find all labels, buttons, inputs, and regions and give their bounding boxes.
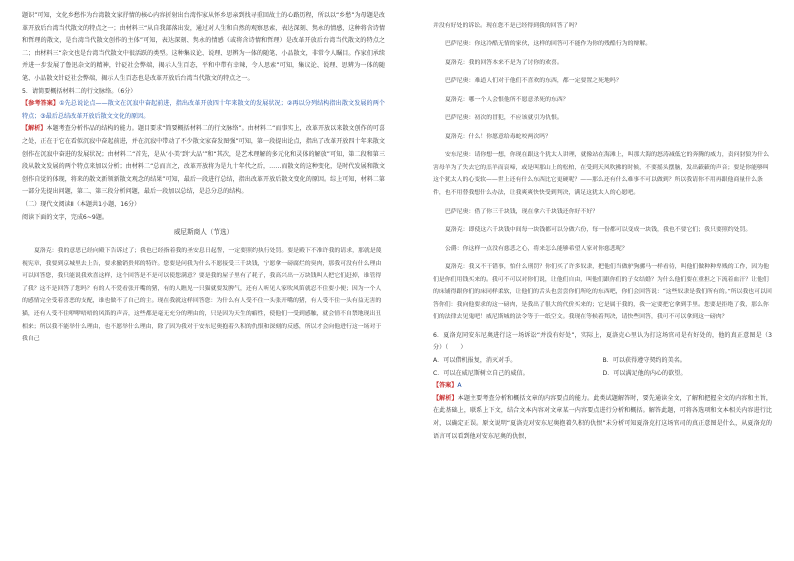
dialogue-line: 并没有好处的诉讼。现在您不是已经得到我的回答了吗？ xyxy=(433,22,581,29)
reference-answer-label: 【参考答案】 xyxy=(22,100,60,108)
left-paragraph-1: 题识”可知，文化乡愁作为台湾散文家抒情的核心内容折射出台湾作家从怀乡思亲到找寻重回故土的心路历程，所以以“乡愁”为母题是改革开放后台湾当代散文的特点之一；由材料三“从自我部落出发，通过对人生和自然的观察思索，表达深刻、隽永的情感，这种将含诗情和哲理的散文，是台湾当代散文创作的主体”可知，表达深刻、隽永的情感（或将含诗情和哲理）是改革开放后台湾当代散文的特点之二；由材料三“杂文也是台湾当代散文中很活跃的类型。这种集议论、说理、思辨为一体的随笔、小品散文，非常令人瞩目。作家们承续并进一步发展了鲁迅杂文的精神，针砭社会弊端，揭示人生百态，平和中带有幸辣，令人思索”可知，集议论、说理、思辨为一体的随笔、小品散文针砭社会弊端，揭示人生百态也是改革开放后台湾当代散文的特点之一。 xyxy=(22,12,385,82)
option-c: C．可以在威尼斯树立自己的威信。 xyxy=(433,369,529,377)
dialogue-line: 夏洛克：哪一个人会恨他所不愿意杀死的东西？ xyxy=(445,96,569,103)
dialogue-line: 巴萨尼奥：你这冷酷无情的家伙，这样的回答可不能作为你的残酷行为的辩解。 xyxy=(445,41,652,48)
dialogue-line: 公爵：你这样一点没有慈悲之心，将来怎么能够希望人家对你慈悲呢？ xyxy=(445,245,628,252)
dialogue-line: 巴萨尼奥：借了你三千块钱，现在拿六千块钱还你好不好？ xyxy=(445,208,599,215)
dialogue-line: 夏洛克：即使这六千块钱中间每一块钱都可以分做六份，每一份都可以变成一块钱，我也不要它们；我只要照约处罚。 xyxy=(445,227,752,234)
question-5: 5．请简要概括材料二的行文脉络。（6分） xyxy=(22,87,137,95)
analysis-text-2: 本题主要考查分析和概括文章的内容要点的能力。此类试题解答时，要先通读全文，了解和把握全文的内容和主旨，在此基础上，联系上下文，结合文本内容对文章某一内容要点进行分析和概括。解答此题，可将各选项和文本相关内容进行比对，以确定正误。原文说明“夏洛克对安东尼奥抱着久积的仇恨”未分析可知夏洛克打这场官司的真正意图是什么，从夏洛克的语言可以看到他对安东尼奥的仇恨， xyxy=(433,394,773,440)
option-b: B．可以获得遵守契约的美名。 xyxy=(602,357,686,365)
story-paragraph-1: 夏洛克：我的意思已经向殿下告诉过了；我也已经指着我的圣安息日起誓，一定要照约执行处罚。要是殿下不准许我的请求，那就是蔑视宪章，我要到京城里去上告，要求撤销贵邦的特许。您要是问我为什么不愿接受三千块钱，宁愿拿一磅腐烂的臭肉，那我可没有什么理由可以回答您，我只能说我欢喜这样，这个回答是不是可以使您满意？要是我的屋子里有了耗子，我高兴出一万块钱叫人把它们赶掉，谁管得了我？这不是回答了您吗？有的人不爱看张开嘴的猪，有的人瞧见一只猫就要发脾气，还有人听见人家吹风笛就忍不住要小便；因为一个人的感情完全受着喜恶的支配，谁也做不了自己的主。现在我就这样回答您：为什么有人受不住一头张开嘴的猪，有人受不住一头有益无害的猫，还有人受不住咿咿唔唔的风笛的声音，这些都是毫无充分的理由的，只是因为天生的癖性，使他们一受到感触，就会情不自禁地现出丑相来；所以我不能举什么理由，也不愿举什么理由，除了因为我对于安东尼奥抱着久积的仇恨和深刻的反感，所以才会向他进行这一场对于我自己 xyxy=(22,247,382,343)
reference-answer-text: ①先总说论点——散文在沉寂中奋起前进，指出改革开放四十年来散文的发展状况；②再以分列结构指出散文发展的两个特点；③最后总结改革开放后散文文化的原因。 xyxy=(22,100,385,120)
analysis-label-2: 【解析】 xyxy=(433,394,458,402)
analysis-block-2 xyxy=(433,393,772,443)
question-6-options xyxy=(433,355,772,380)
dialogue-line: 夏洛克：什么！你愿意给毒蛇咬两次吗？ xyxy=(445,133,552,140)
dialogue-line: 巴萨尼奥：初次的冒犯，不应该就引为仇恨。 xyxy=(445,115,563,122)
question-6: 6．夏洛克同安东尼奥进行这一场诉讼“并没有好处”，实际上，夏洛克心里认为打这场官司是有好处的，他的真正意图是（3分）（ ） xyxy=(433,331,772,352)
analysis-text: 本题考查分析作品的结构的能力。题目要求“简要概括材料二的行文脉络”。由材料二“而事实上，改革开放以来散文创作的可喜之处，正在于它在看似沉寂中奋起前进，并在沉寂中带动了不少散文家奋发图强”可知，第一段提出论点，指出了改革开放四十年来散文创作在沉寂中奋进的发展状况；由材料二“首先，是从‘小美’到‘大品’”和“其次，是艺术理解的多元化和灵体的解放”可知，第二段和第三段从散文发展的两个特点来加以分析；由材料二“总而言之，改革开放将为是九十年代之后，……而散文的这种变化，是时代发展和散文创作自觉的体现，将来的散文新领新散文观念的结果”可知，最后一段进行总结，指出改革开放后散文变化的原因。综上可知，材料二第一部分先提出问题，第二、第三段分析问题，最后一段加以总结，是总分总的结构。 xyxy=(22,125,385,196)
right-page xyxy=(397,0,794,561)
dialogue-line: 巴萨尼奥：难道人们对于他们不喜欢的东西，都一定要置之死地吗？ xyxy=(445,78,622,85)
reading-instruction: 阅读下面的文字，完成6~9题。 xyxy=(22,213,108,221)
option-d: D．可以满足他的内心的欲望。 xyxy=(602,369,687,377)
option-a: A．可以借机报复，消灭对手。 xyxy=(433,357,517,365)
dialogue-line: 夏洛克：我又不干错事，怕什么刑罚？你们买了许多奴隶，把他们当做驴狗骡马一样看待，叫他们做种种卑贱的工作，因为他们是你们用钱买来的。我可不可以对你们说，让他们自由，叫他们跟你们的子女结婚？为什么他们要在重担之下流着血汗？让他们的床铺得跟你们的床同样柔软，让他们的舌头也尝尝你们所吃的东西吧，你们会回答说：“这些奴隶是我们所有的。”所以我也可以回答你们：我向他要求的这一磅肉，是我出了很大的代价买来的；它是属于我的，我一定要把它拿到手里。您要是拒绝了我，那么你们的法律去见鬼吧！威尼斯城的法令等于一纸空文。我现在等候着判决，请快些回答，我可不可以拿到这一磅肉？ xyxy=(433,264,772,321)
analysis-label: 【解析】 xyxy=(22,125,47,133)
analysis-block xyxy=(22,123,385,199)
answer-block xyxy=(433,380,772,393)
dialogue-line: 安东尼奥：请你想一想，你现在跟这个犹太人讲理，就像站在海滩上，叫那大海的怒涛减低它的奔腾的威力，责问豺狼为什么害母羊为了失去它的羔羊而哀啼，或是叫那山上的松柏，在受到天风吹拂的时候，不要摇头摆脑，发出簌簌的声音；要是你能够叫这个犹太人的心变软——世上还有什么东西比它更硬呢？——那么还有什么难事不可以做到？所以我请你不用再跟他商量什么条件，也不用替我想什么办法，让我爽爽快快受到判决，满足这犹太人的心愿吧。 xyxy=(433,152,769,197)
answer-value: A xyxy=(457,382,462,390)
answer-label: 【答案】 xyxy=(433,382,458,390)
reference-answer xyxy=(22,98,385,123)
section-heading: （二）现代文阅读Ⅱ（本题共1小题，16分） xyxy=(22,200,141,208)
dialogue-line: 夏洛克：我的回答本来不是为了讨你的欢喜。 xyxy=(445,59,563,66)
story-title: 威尼斯商人（节选） xyxy=(173,228,234,237)
